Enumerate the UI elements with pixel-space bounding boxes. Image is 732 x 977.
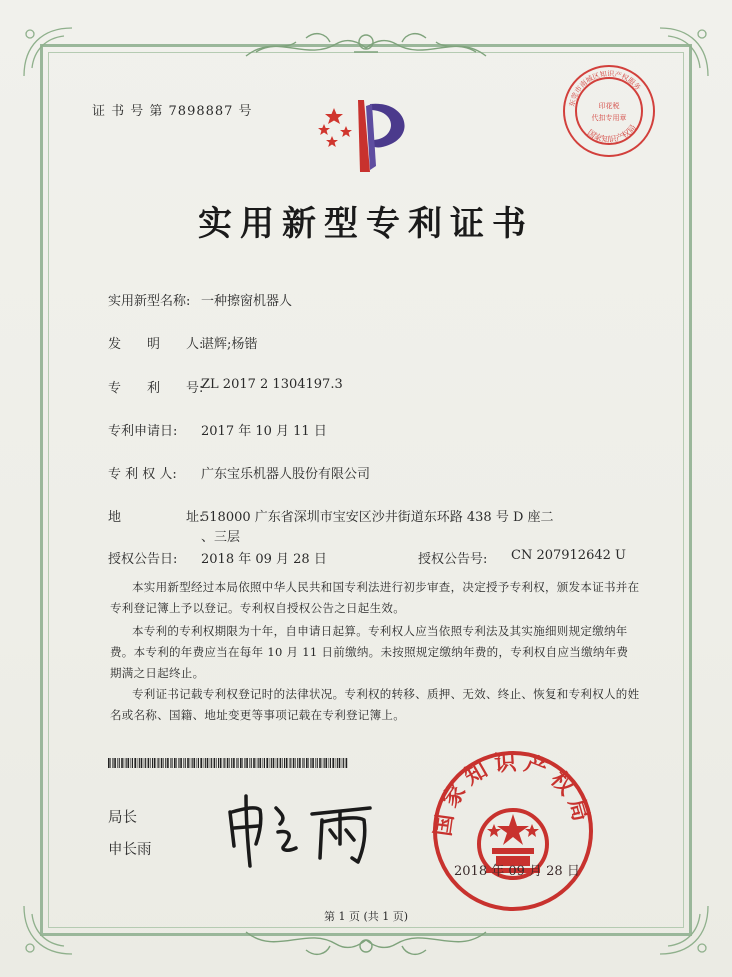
grant-date-label: 授权公告日: [108,552,178,567]
field-label-patentee: 专 利 权 人: [108,467,177,482]
tax-stamp [560,62,658,160]
field-label-inventor: 发 明 人: [108,337,204,352]
handwritten-signature [222,790,382,870]
paragraph-grant-statement: 本实用新型经过本局依照中华人民共和国专利法进行初步审查，决定授予专利权，颁发本证书并在专利登记簿上予以登记。专利权自授权公告之日起生效。 [110,580,640,615]
top-ornament [236,22,496,66]
grant-number-label: 授权公告号: [418,552,488,567]
field-label-address: 地 址: [108,510,204,525]
paragraph-legal-status: 专利证书记载专利权登记时的法律状况。专利权的转移、质押、无效、终止、恢复和专利权人的姓名或名称、国籍、地址变更等事项记载在专利登记簿上。 [110,687,640,722]
field-value-address-line2: 、三层 [201,530,241,545]
certificate-number: 证 书 号 第 7898887 号 [92,104,253,119]
seal-ring-text: 国家知识产权局 [430,749,596,838]
official-seal [430,748,596,914]
corner-ornament-top-left [18,22,78,82]
director-name: 申长雨 [108,842,152,858]
page-footer: 第 1 页 (共 1 页) [323,910,409,923]
paragraph-patent-term: 本专利的专利权期限为十年，自申请日起算。专利权人应当依照专利法及其实施细则规定缴纳年费。本专利的年费应当在每年 10 月 11 日前缴纳。未按照规定缴纳年费的，专利权自应当缴纳年费期满之日起终止。 [110,624,629,680]
bottom-ornament [236,924,496,964]
barcode [108,758,348,768]
field-value-inventor: 谌辉;杨锴 [201,337,258,352]
director-title: 局长 [108,810,137,826]
tax-stamp-center-line1: 印花税 [598,102,620,110]
grant-number-value: CN 207912642 U [511,548,626,563]
field-label-utility-model-name: 实用新型名称: [108,294,191,309]
patent-office-logo [314,96,418,176]
field-value-address: 518000 广东省深圳市宝安区沙井街道东环路 438 号 D 座二 [201,510,554,525]
corner-ornament-top-right [654,22,714,82]
certificate-title: 实用新型专利证书 [198,204,534,244]
tax-stamp-ring-text: 东莞市南城区知识产权服务 [568,69,643,108]
field-value-patent-number: ZL 2017 2 1304197.3 [201,377,343,392]
field-label-patent-number: 专 利 号: [108,381,204,396]
field-value-patentee: 广东宝乐机器人股份有限公司 [201,467,371,482]
seal-date: 2018 年 09 月 28 日 [454,864,580,879]
tax-stamp-center-line2: 代扣专用章 [591,114,627,122]
tax-stamp-bottom-text: 国家知识产权局 [585,122,638,145]
field-label-application-date: 专利申请日: [108,424,178,439]
grant-date-value: 2018 年 09 月 28 日 [201,552,327,567]
field-value-application-date: 2017 年 10 月 11 日 [201,424,327,439]
field-value-utility-model-name: 一种擦窗机器人 [201,294,293,309]
